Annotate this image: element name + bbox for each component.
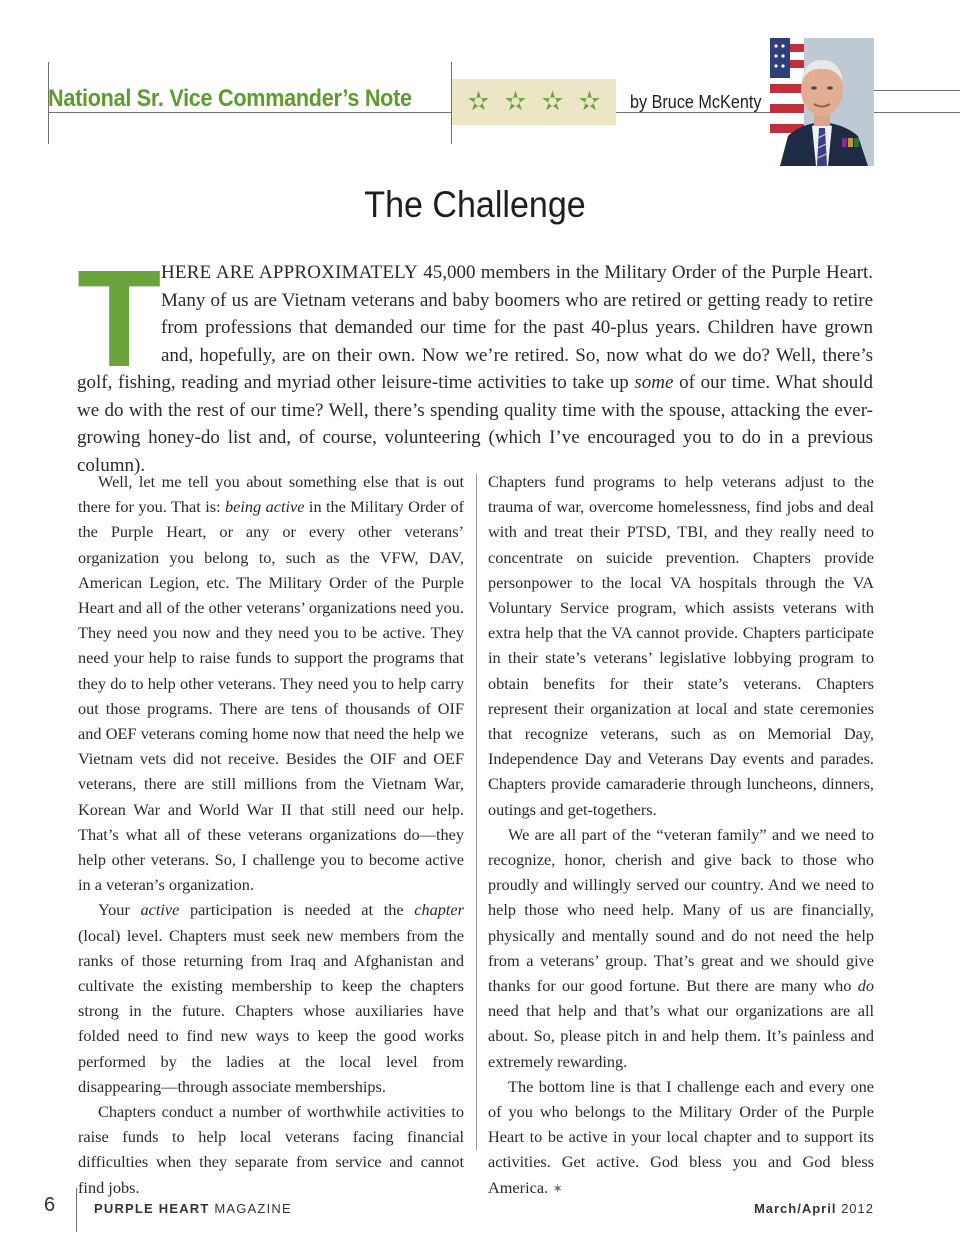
byline: by Bruce McKenty: [630, 92, 762, 112]
star-icon: ✫: [467, 87, 490, 117]
paragraph-text: We are all part of the “veteran family” and we need to recognize, honor, cherish and give back to those who proudly and willingly served our country. And we need to help those who need help. Many of us are financially, physically and mentally sound and do not need the help from a veterans’ group. That’s great and we should give thanks for our good fortune. But there are many who: [488, 824, 874, 996]
paragraph: [488, 822, 874, 1074]
column-divider: [476, 474, 477, 1150]
issue-months: March/April: [753, 1201, 837, 1216]
intro-paragraph: [77, 259, 873, 479]
author-photo: [770, 38, 874, 166]
star-icon: ✫: [578, 87, 601, 117]
paragraph-text: participation is needed at the: [179, 900, 415, 920]
intro-text-end: of our time. What should we do with the rest of our time? Well, there’s spending quality time with the spouse, attacking the ever-growing honey-do list and, of course, volunteering (which I’ve encouraged you to do in a previous column).: [77, 372, 873, 476]
left-column: [78, 469, 464, 1200]
footer-rule: [76, 1188, 77, 1232]
paragraph-text: (local) level. Chapters must seek new members from the ranks of those returning from Iraq and Afghanistan and cultivate the existing membership to keep the chapters strong in the future. Chapters whose auxiliaries have folded need to find new ways to keep the good works performed by the ladies at the local level from disappearing—through associate memberships.: [78, 925, 464, 1096]
page-number: 6: [44, 1194, 56, 1216]
drop-cap-space: [77, 259, 161, 367]
paragraph-text: Your: [98, 900, 141, 920]
paragraph: [78, 897, 464, 1099]
paragraph-text: in the Military Order of the Purple Heart, or any or every other veterans’ organization you belong to, such as the VFW, DAV, American Legion, etc. The Military Order of the Purple Heart and all of the other veterans’ organizations need you. They need you now and they need you to be active. They need your help to raise funds to support the programs that they do to help other veterans. They need you to help carry out those programs. There are tens of thousands of OIF and OEF veterans coming home now that need the help we Vietnam vets did not receive. Besides the OIF and OEF veterans, there are still millions from the Vietnam War, Korean War and World War II that still need our help. That’s what all of these veterans organizations do—they help other veterans. So, I challenge you to become active in a veteran’s organization.: [78, 497, 465, 895]
paragraph-emphasis: active: [140, 900, 180, 920]
paragraph: [78, 469, 464, 897]
paragraph-emphasis: chapter: [414, 900, 464, 920]
column-title: National Sr. Vice Commander’s Note: [48, 85, 412, 112]
paragraph-emphasis: being active: [225, 497, 305, 517]
drop-cap: T: [77, 242, 162, 396]
issue-date: [754, 1201, 874, 1216]
intro-emphasis: some: [634, 372, 674, 393]
end-mark-icon: ✶: [552, 1181, 564, 1197]
intro-lead: HERE ARE APPROXIMATELY: [161, 262, 418, 283]
paragraph: [488, 1074, 874, 1202]
header-rule-far-right: [874, 90, 960, 91]
magazine-name-bold: PURPLE HEART: [94, 1201, 210, 1216]
paragraph: Chapters fund programs to help veterans adjust to the trauma of war, overcome homelessness, find jobs and deal with and treat their PTSD, TBI, and they really need to concentrate on suicide prevention. Chapters provide personpower to the local VA hospitals through the VA Voluntary Service program, which assists veterans with extra help that the VA cannot provide. Chapters participate in their state’s veterans’ legislative lobbying program to obtain benefits for their state’s veterans. Chapters represent their organization at local and state ceremonies that recognize veterans, such as on Memorial Day, Independence Day and Veterans Day events and parades. Chapters provide camaraderie through luncheons, dinners, outings and get-togethers.: [488, 472, 874, 819]
issue-year: 2012: [836, 1201, 874, 1216]
header-rule-far-right-2: [874, 112, 960, 113]
paragraph-emphasis: do: [857, 976, 874, 996]
paragraph-text: need that help and that’s what our organizations are all about. So, please pitch in and help them. It’s painless and extremely rewarding.: [488, 1001, 874, 1071]
paragraph: Chapters conduct a number of worthwhile activities to raise funds to help local veterans facing financial difficulties when they separate from service and cannot find jobs.: [78, 1102, 464, 1197]
magazine-name: [94, 1201, 292, 1216]
paragraph-text: Well, let me tell you about something else that is out there for you. That is:: [78, 472, 464, 517]
stars-band: [452, 79, 616, 125]
magazine-name-rest: MAGAZINE: [209, 1201, 292, 1216]
author-portrait-image: [770, 38, 874, 166]
star-icon: ✫: [541, 87, 564, 117]
right-column: [488, 469, 874, 1202]
paragraph-text: The bottom line is that I challenge each and every one of you who belongs to the Military Order of the Purple Heart to be active in your local chapter and to support its activities. Get active. God bless you and God bless America.: [488, 1076, 874, 1197]
intro-text: 45,000 members in the Military Order of the Purple Heart. Many of us are Vietnam veterans and baby boomers who are retired or getting ready to retire from professions that demanded our time for the past 40-plus years. Children have grown and, hopefully, are on their own. Now we’re retired. So, now what do we do? Well, there’s golf, fishing, reading and myriad other leisure-time activities to take up: [77, 262, 873, 393]
article-title: The Challenge: [364, 184, 586, 225]
star-icon: ✫: [504, 87, 527, 117]
